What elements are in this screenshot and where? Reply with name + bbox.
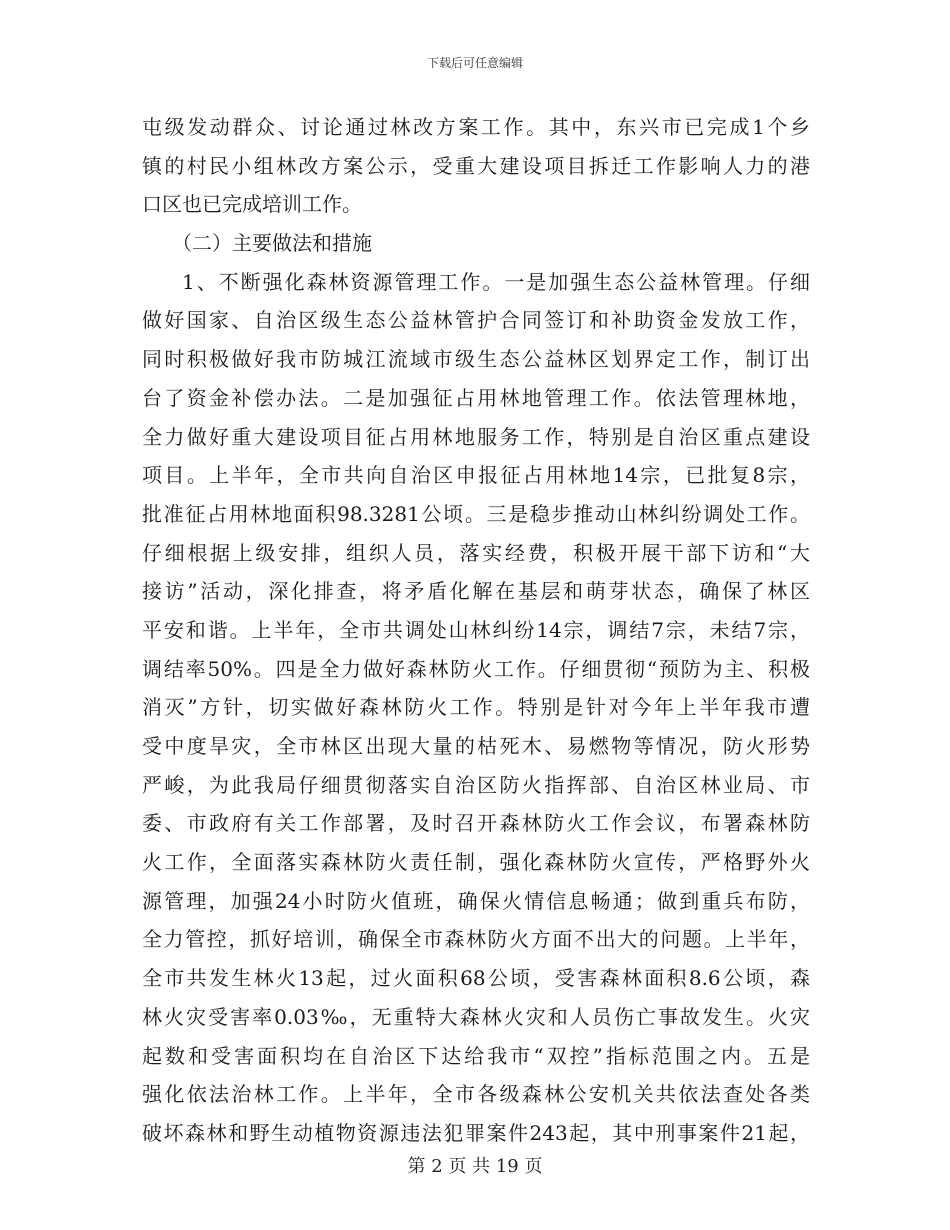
body-line: 强化依法治林工作。上半年，全市各级森林公安机关共依法查处各类 xyxy=(142,1082,810,1107)
body-line: 项目。上半年，全市共向自治区申报征占用林地14宗，已批复8宗， xyxy=(142,463,810,488)
body-line: 受中度旱灾，全市林区出现大量的枯死木、易燃物等情况，防火形势 xyxy=(142,734,810,758)
body-line: 平安和谐。上半年，全市共调处山林纠纷14宗，调结7宗，未结7宗， xyxy=(142,617,810,642)
body-line: 全力管控，抓好培训，确保全市森林防火方面不出大的问题。上半年， xyxy=(142,927,810,952)
page-header-note: 下载后可任意编辑 xyxy=(426,56,523,70)
body-line: 台了资金补偿办法。二是加强征占用林地管理工作。依法管理林地， xyxy=(142,385,810,410)
body-line: 批准征占用林地面积98.3281公顷。三是稳步推动山林纠纷调处工作。 xyxy=(142,501,810,526)
body-line: 调结率50%。四是全力做好森林防火工作。仔细贯彻“预防为主、积极 xyxy=(142,656,810,681)
document-body xyxy=(142,108,810,1153)
body-line: 1、不断强化森林资源管理工作。一是加强生态公益林管理。仔细 xyxy=(182,269,810,294)
body-line: 源管理，加强24小时防火值班，确保火情信息畅通；做到重兵布防， xyxy=(142,888,810,913)
body-line: 破坏森林和野生动植物资源违法犯罪案件243起，其中刑事案件21起， xyxy=(142,1120,810,1145)
body-line: 仔细根据上级安排，组织人员，落实经费，积极开展干部下访和“大 xyxy=(142,540,810,565)
body-line: 委、市政府有关工作部署，及时召开森林防火工作会议，布署森林防 xyxy=(142,811,810,836)
body-line: 林火灾受害率0.03‰，无重特大森林火灾和人员伤亡事故发生。火灾 xyxy=(142,1004,810,1029)
body-line: 镇的村民小组林改方案公示，受重大建设项目拆迁工作影响人力的港 xyxy=(142,153,810,178)
body-line: 起数和受害面积均在自治区下达给我市“双控”指标范围之内。五是 xyxy=(142,1043,810,1068)
body-line: 全力做好重大建设项目征占用林地服务工作，特别是自治区重点建设 xyxy=(142,424,810,449)
section-heading: （二）主要做法和措施 xyxy=(172,231,372,256)
body-line: 屯级发动群众、讨论通过林改方案工作。其中，东兴市已完成1个乡 xyxy=(142,115,810,139)
body-line: 口区也已完成培训工作。 xyxy=(142,192,362,217)
body-line: 接访”活动，深化排查，将矛盾化解在基层和萌芽状态，确保了林区 xyxy=(142,579,810,604)
body-line: 严峻，为此我局仔细贯彻落实自治区防火指挥部、自治区林业局、市 xyxy=(142,772,810,797)
body-line: 做好国家、自治区级生态公益林管护合同签订和补助资金发放工作， xyxy=(142,308,810,333)
page-number-footer: 第 2 页 共 19 页 xyxy=(407,1156,543,1177)
body-line: 同时积极做好我市防城江流域市级生态公益林区划界定工作，制订出 xyxy=(142,347,810,372)
body-line: 消灭”方针，切实做好森林防火工作。特别是针对今年上半年我市遭 xyxy=(142,695,810,720)
body-line: 火工作，全面落实森林防火责任制，强化森林防火宣传，严格野外火 xyxy=(142,850,810,875)
body-line: 全市共发生林火13起，过火面积68公顷，受害森林面积8.6公顷，森 xyxy=(142,966,810,991)
